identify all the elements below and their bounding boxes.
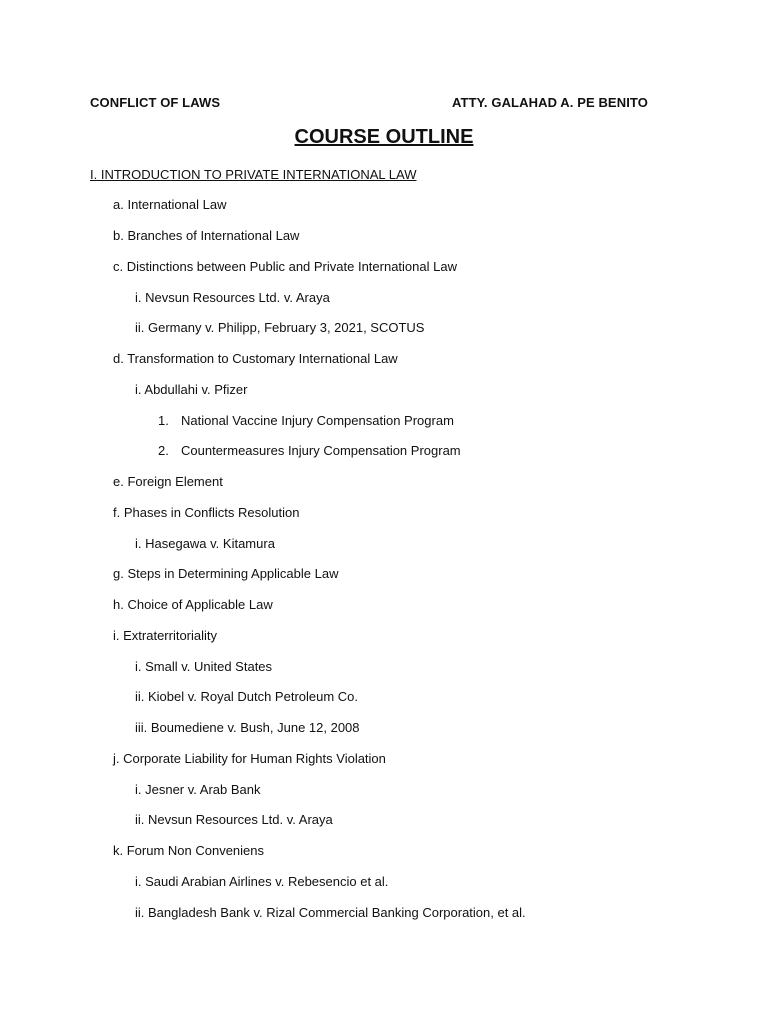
- instructor-name: ATTY. GALAHAD A. PE BENITO: [452, 95, 648, 110]
- outline-item: d. Transformation to Customary International Law: [113, 351, 398, 366]
- outline-subitem: ii. Kiobel v. Royal Dutch Petroleum Co.: [135, 689, 359, 704]
- page-title: COURSE OUTLINE: [294, 126, 474, 148]
- outline-item: c. Distinctions between Public and Private International Law: [113, 259, 457, 274]
- outline-item: h. Choice of Applicable Law: [113, 597, 273, 612]
- outline-subitem: i. Small v. United States: [135, 659, 273, 674]
- outline-subitem: i. Abdullahi v. Pfizer: [135, 382, 248, 397]
- outline-item: b. Branches of International Law: [113, 228, 300, 243]
- outline-subitem: iii. Boumediene v. Bush, June 12, 2008: [135, 720, 360, 735]
- outline-item: k. Forum Non Conveniens: [113, 843, 265, 858]
- outline-numbered-item: 1. National Vaccine Injury Compensation Program: [158, 413, 454, 428]
- outline-subitem: i. Hasegawa v. Kitamura: [135, 536, 275, 551]
- outline-item: a. International Law: [113, 197, 227, 212]
- outline-subitem: i. Saudi Arabian Airlines v. Rebesencio et al.: [135, 874, 389, 889]
- outline-item: i. Extraterritoriality: [113, 628, 218, 643]
- section-heading: I. INTRODUCTION TO PRIVATE INTERNATIONAL LAW: [90, 167, 417, 182]
- outline-subitem: ii. Germany v. Philipp, February 3, 2021, SCOTUS: [135, 320, 425, 335]
- outline-item: e. Foreign Element: [113, 474, 223, 489]
- outline-subitem: ii. Nevsun Resources Ltd. v. Araya: [135, 812, 333, 827]
- document-header: [90, 95, 648, 113]
- outline-item: f. Phases in Conflicts Resolution: [113, 505, 300, 520]
- outline-subitem: i. Nevsun Resources Ltd. v. Araya: [135, 290, 330, 305]
- outline-item: g. Steps in Determining Applicable Law: [113, 566, 339, 581]
- outline-subitem: ii. Bangladesh Bank v. Rizal Commercial Banking Corporation, et al.: [135, 905, 526, 920]
- course-name: CONFLICT OF LAWS: [90, 95, 221, 110]
- outline-numbered-item: 2. Countermeasures Injury Compensation Program: [158, 443, 461, 458]
- outline-subitem: i. Jesner v. Arab Bank: [135, 782, 261, 797]
- outline-item: j. Corporate Liability for Human Rights Violation: [113, 751, 386, 766]
